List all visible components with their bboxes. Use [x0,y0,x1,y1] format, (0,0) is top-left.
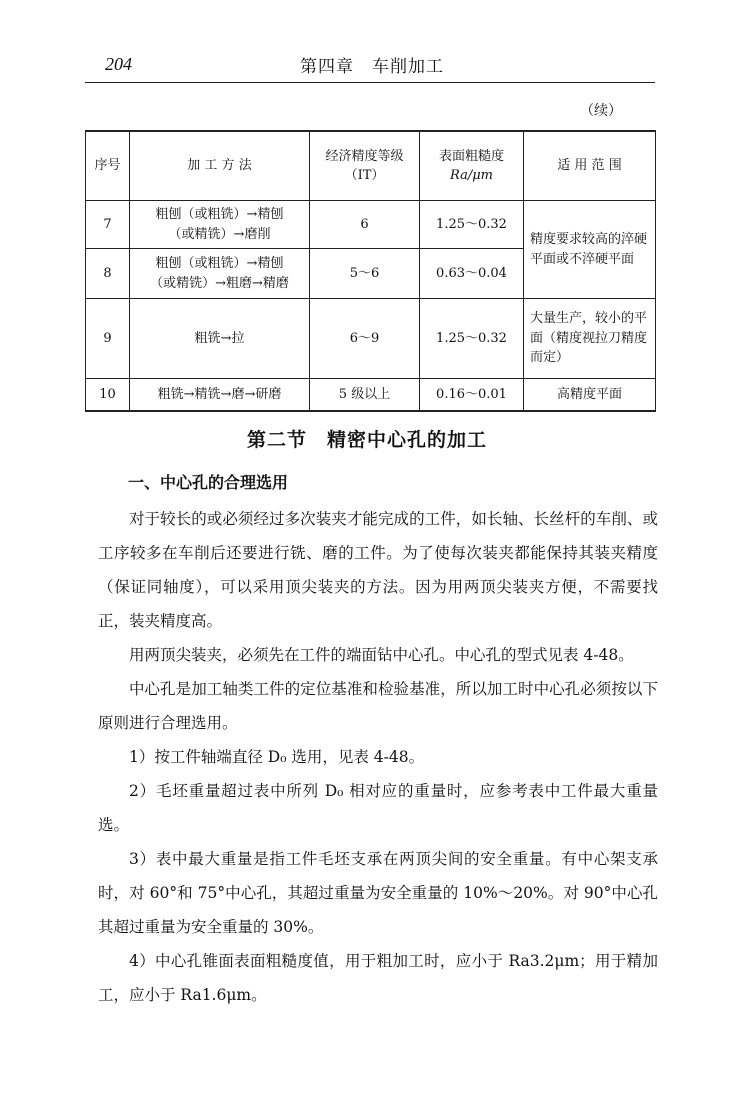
paragraph: 2）毛坯重量超过表中所列 D₀ 相对应的重量时，应参考表中工件最大重量选。 [98,782,658,834]
row-roughness: 1.25～0.32 [420,299,524,379]
row-index: 8 [86,249,130,299]
row-roughness: 0.16～0.01 [420,379,524,411]
row-grade: 5 级以上 [310,379,420,411]
row-grade: 6～9 [310,299,420,379]
header-grade-line2: （IT） [344,168,385,183]
subsection-title: 一、中心孔的合理选用 [128,473,289,492]
header-method: 加 工 方 法 [130,131,310,201]
row-roughness: 0.63～0.04 [420,249,524,299]
header-roughness-line1: 表面粗糙度 [438,148,504,164]
row-roughness: 1.25～0.32 [420,201,524,249]
paragraph: 中心孔是加工轴类工件的定位基准和检验基准，所以加工时中心孔必须按以下原则进行合理选用。 [98,680,658,732]
paragraph: 3）表中最大重量是指工件毛坯支承在两顶尖间的安全重量。有中心架支承时，对 60°和 75°中心孔，其超过重量为安全重量的 10%～20%。对 90°中心孔其超过重量为安全重量的 30%。 [98,850,658,936]
row-index: 9 [86,299,130,379]
table-header-row [86,131,656,201]
table-row [86,299,656,379]
row-scope-merged: 精度要求较高的淬硬平面或不淬硬平面 [524,201,656,299]
row-method [130,201,310,249]
header-scope: 适 用 范 围 [524,131,656,201]
continued-label: （续） [580,103,622,119]
chapter-title: 第四章 车削加工 [300,57,444,77]
page-number: 204 [105,54,132,74]
row-index: 10 [86,379,130,411]
method-line: 粗刨（或粗铣）→精刨 [155,256,284,271]
machining-methods-table [85,130,656,412]
row-method: 粗铣→精铣→磨→研磨 [130,379,310,411]
header-roughness [420,131,524,201]
header-grade-line1: 经济精度等级 [325,148,404,164]
paragraph: 4）中心孔锥面表面粗糙度值，用于粗加工时，应小于 Ra3.2μm；用于精加工，应小于 Ra1.6μm。 [98,952,658,1004]
row-grade: 6 [310,201,420,249]
page-header [105,52,650,82]
section-title: 第二节 精密中心孔的加工 [246,429,487,451]
method-line: 粗刨（或粗铣）→精刨 [155,207,284,222]
header-roughness-line2: Ra/μm [450,168,493,183]
method-line: （或精铣）→磨削 [168,226,271,242]
row-index: 7 [86,201,130,249]
row-scope: 大量生产，较小的平面（精度视拉刀精度而定） [524,299,656,379]
header-index: 序号 [86,131,130,201]
row-grade: 5～6 [310,249,420,299]
row-method [130,249,310,299]
method-line: （或精铣）→粗磨→精磨 [150,275,289,291]
header-rule [85,82,655,83]
body-text [98,502,658,1012]
table-row [86,201,656,249]
paragraph: 对于较长的或必须经过多次装夹才能完成的工件，如长轴、长丝杆的车削、或工序较多在车削后还要进行铣、磨的工件。为了使每次装夹都能保持其装夹精度（保证同轴度），可以采用顶尖装夹的方法。因为用两顶尖装夹方便，不需要找正，装夹精度高。 [98,510,658,630]
row-method: 粗铣→拉 [130,299,310,379]
paragraph: 1）按工件轴端直径 D₀ 选用，见表 4-48。 [129,748,425,766]
header-grade [310,131,420,201]
table-row [86,379,656,411]
row-scope: 高精度平面 [524,379,656,411]
paragraph: 用两顶尖装夹，必须先在工件的端面钻中心孔。中心孔的型式见表 4-48。 [129,646,634,664]
